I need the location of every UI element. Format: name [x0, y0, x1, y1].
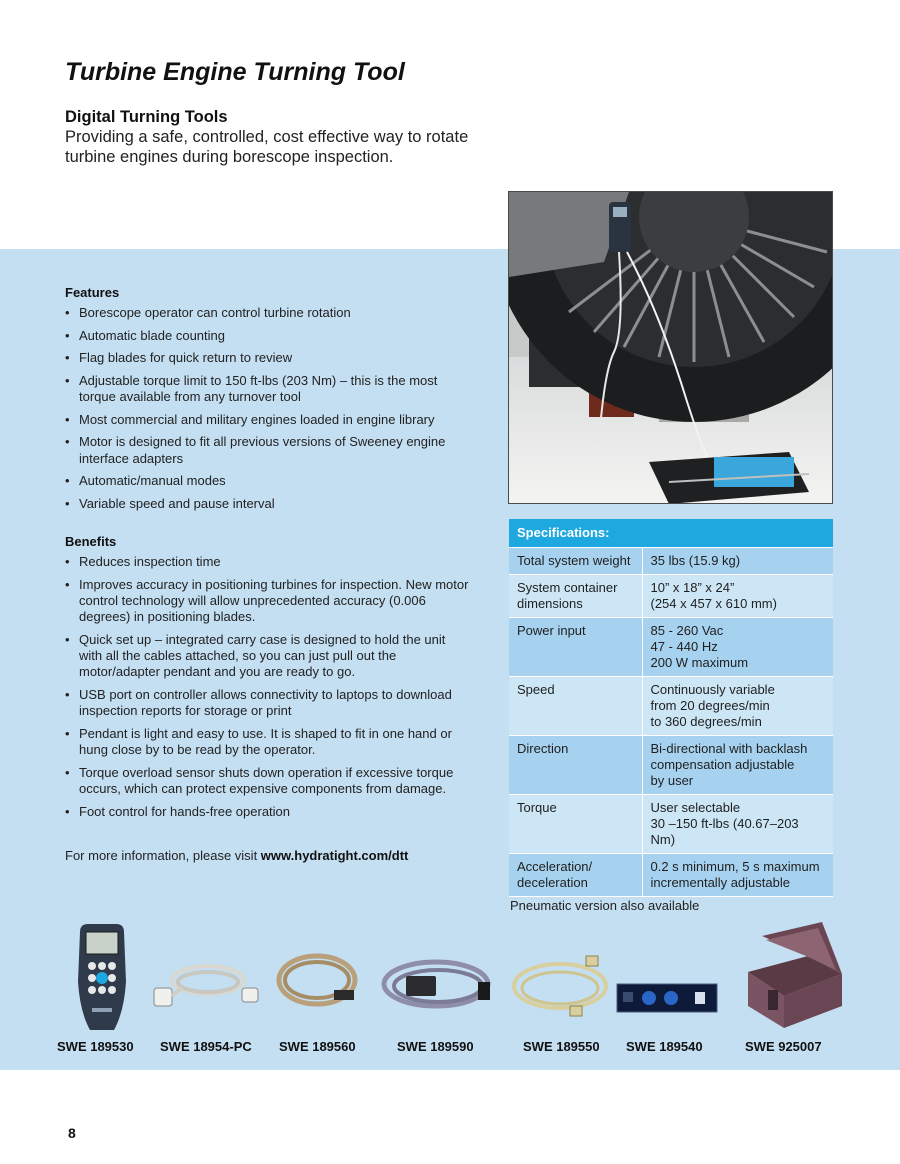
list-item: • Adjustable torque limit to 150 ft-lbs (203 Nm) – this is the most torque available from any turnover tool — [65, 373, 470, 406]
spec-value: 85 - 260 Vac 47 - 440 Hz 200 W maximum — [642, 617, 833, 676]
list-item: • Motor is designed to fit all previous versions of Sweeney engine interface adapters — [65, 434, 470, 467]
table-row — [509, 617, 833, 676]
usb-cable-icon — [510, 922, 610, 1032]
table-row — [509, 794, 833, 853]
spec-value: Bi-directional with backlash compensation adjustable by user — [642, 735, 833, 794]
interface-box-icon — [615, 922, 719, 1032]
handheld-controller-icon — [72, 922, 132, 1032]
list-item: • Improves accuracy in positioning turbines for inspection. New motor control technology will allow unprecedented accuracy (0.006 degrees) in positioning blades. — [65, 577, 470, 626]
coiled-cable-icon — [276, 922, 358, 1032]
more-info-text — [65, 848, 408, 863]
table-row — [509, 574, 833, 617]
table-row — [509, 853, 833, 896]
more-info-label: For more information, please visit — [65, 848, 261, 863]
list-item: • Foot control for hands-free operation — [65, 804, 470, 820]
product-code: SWE 189540 — [626, 1039, 703, 1054]
product-code: SWE 18954-PC — [160, 1039, 252, 1054]
foot-pedal-icon — [380, 922, 492, 1032]
pneumatic-note: Pneumatic version also available — [510, 898, 700, 913]
power-cord-icon — [152, 922, 264, 1032]
list-item: • Borescope operator can control turbine rotation — [65, 305, 470, 321]
table-row — [509, 676, 833, 735]
product-code: SWE 925007 — [745, 1039, 822, 1054]
benefits-list — [65, 554, 470, 826]
product-code: SWE 189530 — [57, 1039, 134, 1054]
spec-value: Continuously variable from 20 degrees/min to 360 degrees/min — [642, 676, 833, 735]
spec-value: 10” x 18” x 24” (254 x 457 x 610 mm) — [642, 574, 833, 617]
specifications-table — [509, 519, 833, 897]
spec-value: 0.2 s minimum, 5 s maximum incrementally adjustable — [642, 853, 833, 896]
list-item: • Automatic/manual modes — [65, 473, 470, 489]
more-info-link[interactable]: www.hydratight.com/dtt — [260, 848, 409, 863]
table-row — [509, 735, 833, 794]
spec-value: 35 lbs (15.9 kg) — [642, 547, 833, 574]
spec-label: Direction — [509, 735, 642, 794]
list-item: • Flag blades for quick return to review — [65, 350, 470, 366]
table-row — [509, 547, 833, 574]
list-item: • Most commercial and military engines loaded in engine library — [65, 412, 470, 428]
spec-value: User selectable 30 –150 ft-lbs (40.67–203 Nm) — [642, 794, 833, 853]
page-number: 8 — [68, 1125, 76, 1141]
list-item: • Reduces inspection time — [65, 554, 470, 570]
features-heading: Features — [65, 285, 120, 300]
specifications-heading: Specifications: — [509, 519, 833, 547]
spec-label: Power input — [509, 617, 642, 676]
list-item: • Automatic blade counting — [65, 328, 470, 344]
spec-label: System container dimensions — [509, 574, 642, 617]
product-code: SWE 189560 — [279, 1039, 356, 1054]
list-item: • USB port on controller allows connectivity to laptops to download inspection reports for storage or print — [65, 687, 470, 720]
turbine-engine-photo — [508, 191, 833, 504]
list-item: • Torque overload sensor shuts down operation if excessive torque occurs, which can protect expensive components from damage. — [65, 765, 470, 798]
carry-case-icon — [738, 922, 846, 1032]
spec-label: Total system weight — [509, 547, 642, 574]
spec-label: Torque — [509, 794, 642, 853]
features-list — [65, 305, 470, 518]
product-code: SWE 189550 — [523, 1039, 600, 1054]
list-item: • Pendant is light and easy to use. It is shaped to fit in one hand or hung close by to be read by the operator. — [65, 726, 470, 759]
spec-label: Acceleration/ deceleration — [509, 853, 642, 896]
list-item: • Variable speed and pause interval — [65, 496, 470, 512]
spec-label: Speed — [509, 676, 642, 735]
section-subtitle: Digital Turning Tools — [65, 108, 228, 126]
intro-text: Providing a safe, controlled, cost effective way to rotate turbine engines during borescope inspection. — [65, 128, 469, 166]
benefits-heading: Benefits — [65, 534, 117, 549]
product-code: SWE 189590 — [397, 1039, 474, 1054]
page-title: Turbine Engine Turning Tool — [65, 58, 405, 86]
list-item: • Quick set up – integrated carry case is designed to hold the unit with all the cables attached, so you can just pull out the motor/adapter pendant and you are ready to go. — [65, 632, 470, 681]
